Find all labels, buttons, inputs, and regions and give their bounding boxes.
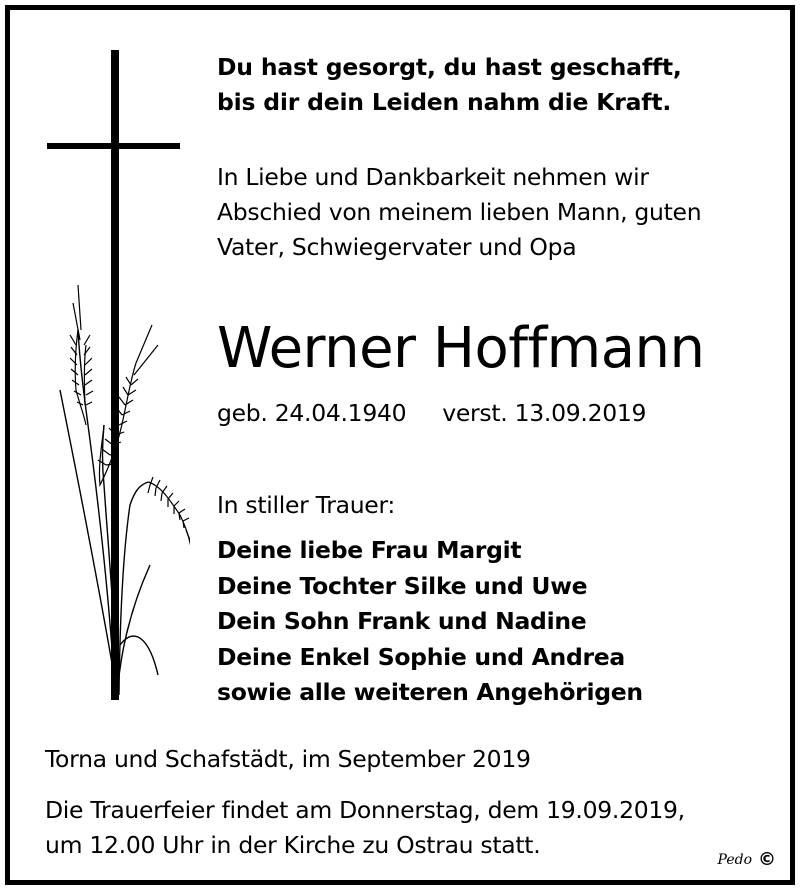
service-line: um 12.00 Uhr in der Kirche zu Ostrau statt. bbox=[45, 831, 541, 859]
cross-with-wheat-illustration bbox=[40, 45, 190, 715]
death-date: verst. 13.09.2019 bbox=[442, 399, 647, 427]
designer-signature: Pedo bbox=[717, 852, 752, 868]
intro-line: Abschied von meinem lieben Mann, guten bbox=[217, 198, 702, 226]
farewell-intro bbox=[217, 160, 701, 265]
intro-line: In Liebe und Dankbarkeit nehmen wir bbox=[217, 163, 649, 191]
service-line: Die Trauerfeier findet am Donnerstag, dem 19.09.2019, bbox=[45, 796, 685, 824]
motto-verse bbox=[217, 50, 682, 120]
copyright-icon: © bbox=[758, 849, 776, 870]
mourner-entry: sowie alle weiteren Angehörigen bbox=[217, 678, 643, 706]
mourner-entry: Deine liebe Frau Margit bbox=[217, 536, 522, 564]
funeral-service-info bbox=[45, 793, 685, 863]
mourners-list bbox=[217, 533, 643, 711]
deceased-name: Werner Hoffmann bbox=[217, 316, 705, 381]
birth-date: geb. 24.04.1940 bbox=[217, 399, 407, 427]
life-dates bbox=[217, 396, 646, 431]
place-and-date: Torna und Schafstädt, im September 2019 bbox=[45, 745, 531, 773]
obituary-notice bbox=[5, 5, 795, 885]
mourner-entry: Deine Enkel Sophie und Andrea bbox=[217, 642, 625, 671]
cross-icon bbox=[47, 50, 180, 700]
wheat-icon bbox=[60, 285, 190, 695]
mourner-entry: Deine Tochter Silke und Uwe bbox=[217, 571, 588, 600]
mourning-label: In stiller Trauer: bbox=[217, 491, 396, 519]
motto-line: bis dir dein Leiden nahm die Kraft. bbox=[217, 88, 672, 116]
mourner-entry: Dein Sohn Frank und Nadine bbox=[217, 607, 587, 635]
intro-line: Vater, Schwiegervater und Opa bbox=[217, 233, 577, 261]
motto-line: Du hast gesorgt, du hast geschafft, bbox=[217, 53, 682, 81]
